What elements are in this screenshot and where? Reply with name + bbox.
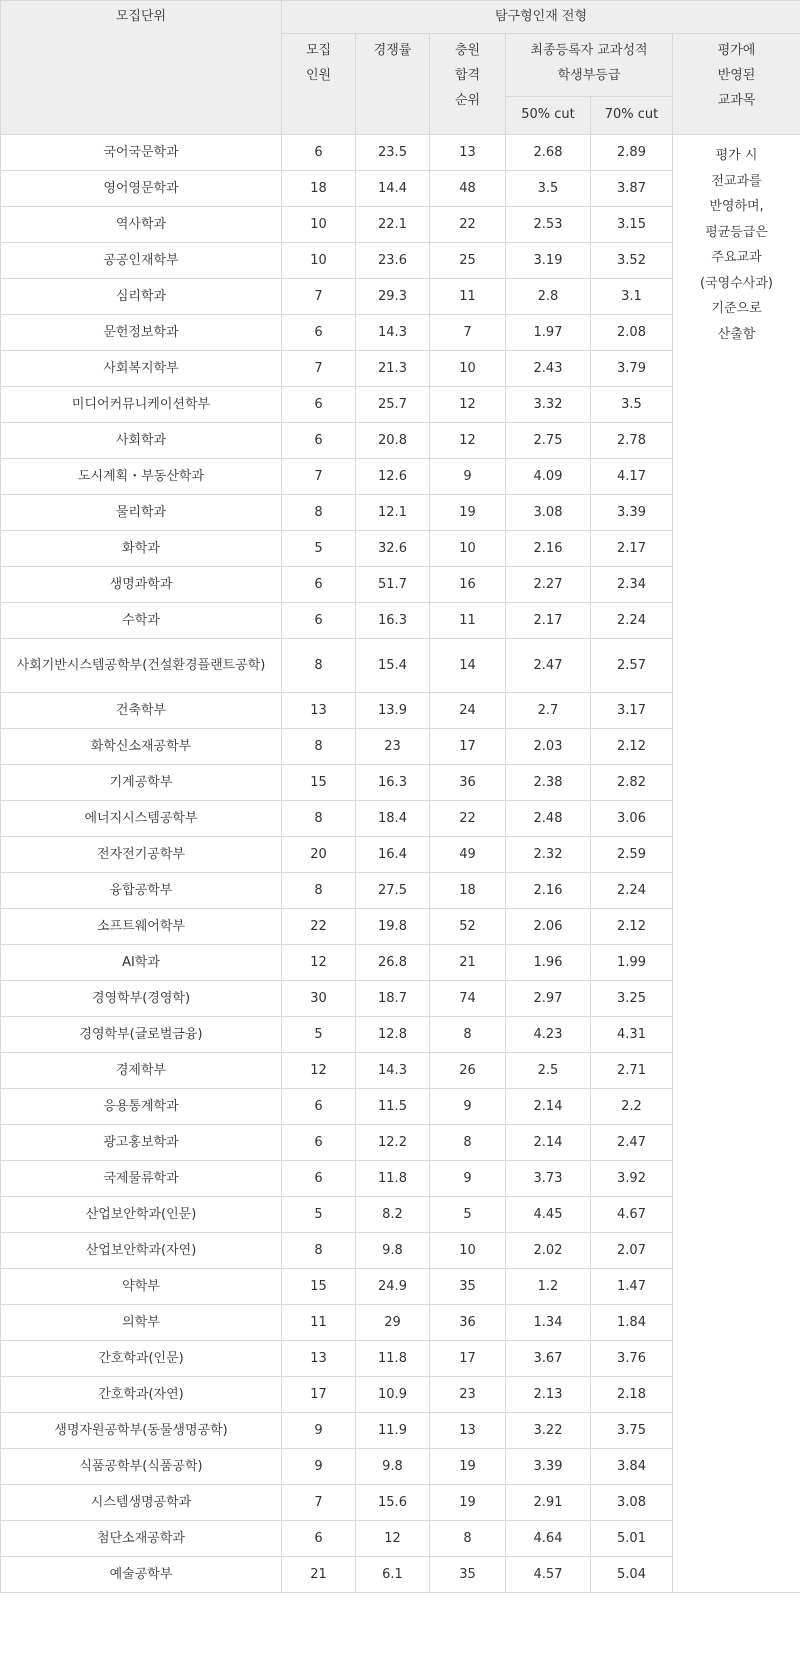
- dept-cell: 사회학과: [1, 423, 282, 459]
- competition-cell: 9.8: [356, 1449, 430, 1485]
- dept-cell: 첨단소재공학과: [1, 1521, 282, 1557]
- quota-cell: 6: [282, 387, 356, 423]
- waitlist-rank-cell: 17: [430, 1341, 506, 1377]
- cut70-cell: 2.47: [591, 1125, 673, 1161]
- dept-cell: 국제물류학과: [1, 1161, 282, 1197]
- competition-cell: 12.6: [356, 459, 430, 495]
- waitlist-rank-cell: 13: [430, 1413, 506, 1449]
- waitlist-rank-cell: 24: [430, 693, 506, 729]
- cut70-cell: 2.71: [591, 1053, 673, 1089]
- competition-cell: 6.1: [356, 1557, 430, 1593]
- cut50-cell: 4.64: [506, 1521, 591, 1557]
- competition-cell: 11.9: [356, 1413, 430, 1449]
- waitlist-rank-cell: 10: [430, 531, 506, 567]
- cut70-cell: 3.1: [591, 279, 673, 315]
- dept-cell: 간호학과(인문): [1, 1341, 282, 1377]
- waitlist-rank-cell: 8: [430, 1017, 506, 1053]
- dept-cell: 산업보안학과(자연): [1, 1233, 282, 1269]
- cut50-cell: 2.06: [506, 909, 591, 945]
- cut70-cell: 3.76: [591, 1341, 673, 1377]
- cut50-cell: 3.39: [506, 1449, 591, 1485]
- cut50-cell: 2.16: [506, 531, 591, 567]
- subjects-note: [673, 135, 800, 1593]
- cut70-cell: 2.07: [591, 1233, 673, 1269]
- quota-cell: 17: [282, 1377, 356, 1413]
- cut70-cell: 2.89: [591, 135, 673, 171]
- dept-cell: 사회기반시스템공학부(건설환경플랜트공학): [1, 639, 282, 693]
- quota-cell: 11: [282, 1305, 356, 1341]
- dept-cell: 화학과: [1, 531, 282, 567]
- cut70-cell: 5.04: [591, 1557, 673, 1593]
- cut50-cell: 2.14: [506, 1089, 591, 1125]
- waitlist-rank-cell: 26: [430, 1053, 506, 1089]
- dept-cell: 역사학과: [1, 207, 282, 243]
- cut70-cell: 1.47: [591, 1269, 673, 1305]
- waitlist-rank-cell: 11: [430, 603, 506, 639]
- dept-cell: 약학부: [1, 1269, 282, 1305]
- waitlist-rank-cell: 9: [430, 1161, 506, 1197]
- cut50-cell: 2.5: [506, 1053, 591, 1089]
- quota-cell: 5: [282, 1197, 356, 1233]
- waitlist-rank-cell: 21: [430, 945, 506, 981]
- waitlist-rank-cell: 13: [430, 135, 506, 171]
- competition-cell: 23.5: [356, 135, 430, 171]
- dept-cell: 경제학부: [1, 1053, 282, 1089]
- waitlist-rank-cell: 9: [430, 1089, 506, 1125]
- waitlist-rank-cell: 36: [430, 765, 506, 801]
- cut70-cell: 3.79: [591, 351, 673, 387]
- quota-cell: 7: [282, 459, 356, 495]
- dept-cell: AI학과: [1, 945, 282, 981]
- quota-cell: 8: [282, 873, 356, 909]
- waitlist-rank-cell: 48: [430, 171, 506, 207]
- cut50-cell: 2.8: [506, 279, 591, 315]
- quota-cell: 6: [282, 603, 356, 639]
- competition-cell: 11.8: [356, 1161, 430, 1197]
- dept-cell: 전자전기공학부: [1, 837, 282, 873]
- competition-cell: 21.3: [356, 351, 430, 387]
- waitlist-rank-cell: 36: [430, 1305, 506, 1341]
- table-row: [1, 135, 800, 171]
- competition-cell: 13.9: [356, 693, 430, 729]
- quota-cell: 8: [282, 729, 356, 765]
- quota-cell: 6: [282, 1161, 356, 1197]
- grade-header: 최종등록자 교과성적 학생부등급: [506, 34, 673, 97]
- competition-cell: 16.3: [356, 603, 430, 639]
- waitlist-rank-cell: 19: [430, 1485, 506, 1521]
- quota-cell: 22: [282, 909, 356, 945]
- note-line: 평가 시: [715, 148, 758, 163]
- cut70-header: 70% cut: [591, 96, 673, 134]
- waitlist-rank-cell: 23: [430, 1377, 506, 1413]
- competition-cell: 11.8: [356, 1341, 430, 1377]
- competition-cell: 29: [356, 1305, 430, 1341]
- dept-cell: 응용통계학과: [1, 1089, 282, 1125]
- cut70-cell: 2.57: [591, 639, 673, 693]
- cut50-cell: 2.53: [506, 207, 591, 243]
- cut70-cell: 2.2: [591, 1089, 673, 1125]
- cut70-cell: 3.5: [591, 387, 673, 423]
- cut70-cell: 2.12: [591, 909, 673, 945]
- cut70-cell: 2.78: [591, 423, 673, 459]
- quota-cell: 6: [282, 1521, 356, 1557]
- table-header: [1, 1, 800, 135]
- quota-cell: 20: [282, 837, 356, 873]
- waitlist-rank-cell: 35: [430, 1269, 506, 1305]
- quota-cell: 7: [282, 351, 356, 387]
- waitlist-rank-cell: 9: [430, 459, 506, 495]
- competition-cell: 14.3: [356, 315, 430, 351]
- subjects-header: 평가에 반영된 교과목: [673, 34, 800, 135]
- quota-cell: 30: [282, 981, 356, 1017]
- dept-cell: 경영학부(경영학): [1, 981, 282, 1017]
- cut50-cell: 4.57: [506, 1557, 591, 1593]
- quota-cell: 10: [282, 207, 356, 243]
- competition-header: 경쟁률: [356, 34, 430, 135]
- quota-cell: 5: [282, 531, 356, 567]
- quota-cell: 13: [282, 1341, 356, 1377]
- cut50-cell: 3.19: [506, 243, 591, 279]
- cut70-cell: 4.31: [591, 1017, 673, 1053]
- competition-cell: 24.9: [356, 1269, 430, 1305]
- cut50-cell: 2.14: [506, 1125, 591, 1161]
- competition-cell: 16.4: [356, 837, 430, 873]
- dept-cell: 예술공학부: [1, 1557, 282, 1593]
- cut50-cell: 2.97: [506, 981, 591, 1017]
- quota-cell: 6: [282, 1089, 356, 1125]
- waitlist-rank-cell: 17: [430, 729, 506, 765]
- quota-cell: 8: [282, 801, 356, 837]
- cut70-cell: 2.08: [591, 315, 673, 351]
- quota-cell: 13: [282, 693, 356, 729]
- quota-header: 모집 인원: [282, 34, 356, 135]
- waitlist-rank-cell: 5: [430, 1197, 506, 1233]
- cut50-cell: 4.23: [506, 1017, 591, 1053]
- dept-cell: 식품공학부(식품공학): [1, 1449, 282, 1485]
- quota-cell: 7: [282, 279, 356, 315]
- competition-cell: 15.4: [356, 639, 430, 693]
- competition-cell: 22.1: [356, 207, 430, 243]
- competition-cell: 20.8: [356, 423, 430, 459]
- competition-cell: 14.4: [356, 171, 430, 207]
- cut70-cell: 5.01: [591, 1521, 673, 1557]
- cut50-cell: 2.27: [506, 567, 591, 603]
- cut50-cell: 2.38: [506, 765, 591, 801]
- cut70-cell: 2.12: [591, 729, 673, 765]
- note-line: 기준으로: [711, 301, 762, 316]
- quota-cell: 6: [282, 567, 356, 603]
- cut50-cell: 2.32: [506, 837, 591, 873]
- dept-cell: 생명과학과: [1, 567, 282, 603]
- dept-cell: 미디어커뮤니케이션학부: [1, 387, 282, 423]
- quota-cell: 9: [282, 1413, 356, 1449]
- cut70-cell: 2.59: [591, 837, 673, 873]
- competition-cell: 8.2: [356, 1197, 430, 1233]
- cut70-cell: 2.17: [591, 531, 673, 567]
- waitlist-rank-cell: 8: [430, 1125, 506, 1161]
- cut50-cell: 2.13: [506, 1377, 591, 1413]
- competition-cell: 23: [356, 729, 430, 765]
- competition-cell: 9.8: [356, 1233, 430, 1269]
- dept-cell: 도시계획・부동산학과: [1, 459, 282, 495]
- competition-cell: 29.3: [356, 279, 430, 315]
- competition-cell: 12.1: [356, 495, 430, 531]
- waitlist-rank-cell: 10: [430, 351, 506, 387]
- waitlist-rank-cell: 19: [430, 495, 506, 531]
- cut70-cell: 2.24: [591, 873, 673, 909]
- cut50-cell: 2.17: [506, 603, 591, 639]
- cut70-cell: 1.84: [591, 1305, 673, 1341]
- waitlist-rank-cell: 52: [430, 909, 506, 945]
- cut70-cell: 3.08: [591, 1485, 673, 1521]
- quota-cell: 21: [282, 1557, 356, 1593]
- waitlist-rank-cell: 12: [430, 423, 506, 459]
- cut50-cell: 2.7: [506, 693, 591, 729]
- cut70-cell: 4.67: [591, 1197, 673, 1233]
- note-line: 산출함: [717, 326, 756, 342]
- cut70-cell: 3.52: [591, 243, 673, 279]
- cut70-cell: 2.18: [591, 1377, 673, 1413]
- competition-cell: 25.7: [356, 387, 430, 423]
- cut50-cell: 3.73: [506, 1161, 591, 1197]
- note-line: 전교과를: [711, 173, 762, 189]
- cut50-cell: 1.96: [506, 945, 591, 981]
- competition-cell: 27.5: [356, 873, 430, 909]
- waitlist-rank-cell: 11: [430, 279, 506, 315]
- dept-cell: 물리학과: [1, 495, 282, 531]
- cut50-cell: 2.02: [506, 1233, 591, 1269]
- cut50-cell: 3.22: [506, 1413, 591, 1449]
- dept-cell: 생명자원공학부(동물생명공학): [1, 1413, 282, 1449]
- cut50-cell: 1.2: [506, 1269, 591, 1305]
- competition-cell: 15.6: [356, 1485, 430, 1521]
- quota-cell: 18: [282, 171, 356, 207]
- table-body: [1, 135, 800, 1593]
- note-line: (국영수사과): [700, 275, 773, 291]
- dept-cell: 화학신소재공학부: [1, 729, 282, 765]
- waitlist-rank-cell: 12: [430, 387, 506, 423]
- competition-cell: 26.8: [356, 945, 430, 981]
- cut50-header: 50% cut: [506, 96, 591, 134]
- competition-cell: 14.3: [356, 1053, 430, 1089]
- quota-cell: 12: [282, 1053, 356, 1089]
- waitlist-rank-cell: 25: [430, 243, 506, 279]
- cut70-cell: 3.25: [591, 981, 673, 1017]
- dept-cell: 사회복지학부: [1, 351, 282, 387]
- quota-cell: 7: [282, 1485, 356, 1521]
- quota-cell: 5: [282, 1017, 356, 1053]
- competition-cell: 32.6: [356, 531, 430, 567]
- cut50-cell: 4.09: [506, 459, 591, 495]
- cut70-cell: 3.17: [591, 693, 673, 729]
- cut50-cell: 2.48: [506, 801, 591, 837]
- cut50-cell: 2.91: [506, 1485, 591, 1521]
- cut70-cell: 3.06: [591, 801, 673, 837]
- quota-cell: 15: [282, 1269, 356, 1305]
- cut70-cell: 3.92: [591, 1161, 673, 1197]
- quota-cell: 8: [282, 495, 356, 531]
- quota-cell: 6: [282, 423, 356, 459]
- cut50-cell: 1.97: [506, 315, 591, 351]
- dept-cell: 에너지시스템공학부: [1, 801, 282, 837]
- waitlist-rank-cell: 19: [430, 1449, 506, 1485]
- competition-cell: 11.5: [356, 1089, 430, 1125]
- competition-cell: 10.9: [356, 1377, 430, 1413]
- dept-cell: 경영학부(글로벌금융): [1, 1017, 282, 1053]
- dept-cell: 산업보안학과(인문): [1, 1197, 282, 1233]
- waitlist-rank-cell: 10: [430, 1233, 506, 1269]
- cut70-cell: 4.17: [591, 459, 673, 495]
- quota-cell: 10: [282, 243, 356, 279]
- note-line: 반영하며,: [709, 199, 764, 214]
- dept-cell: 소프트웨어학부: [1, 909, 282, 945]
- note-line: 주요교과: [711, 250, 762, 265]
- waitlist-rank-cell: 74: [430, 981, 506, 1017]
- competition-cell: 23.6: [356, 243, 430, 279]
- unit-header: 모집단위: [1, 1, 282, 135]
- cut50-cell: 2.03: [506, 729, 591, 765]
- cut50-cell: 3.67: [506, 1341, 591, 1377]
- cut50-cell: 4.45: [506, 1197, 591, 1233]
- dept-cell: 영어영문학과: [1, 171, 282, 207]
- cut70-cell: 3.75: [591, 1413, 673, 1449]
- cut70-cell: 3.84: [591, 1449, 673, 1485]
- cut50-cell: 2.68: [506, 135, 591, 171]
- dept-cell: 의학부: [1, 1305, 282, 1341]
- note-line: 평균등급은: [705, 224, 768, 240]
- track-header: 탐구형인재 전형: [282, 1, 800, 34]
- dept-cell: 국어국문학과: [1, 135, 282, 171]
- cut50-cell: 2.16: [506, 873, 591, 909]
- cut70-cell: 3.87: [591, 171, 673, 207]
- waitlist-rank-cell: 18: [430, 873, 506, 909]
- quota-cell: 12: [282, 945, 356, 981]
- waitlist-rank-cell: 7: [430, 315, 506, 351]
- quota-cell: 15: [282, 765, 356, 801]
- cut70-cell: 3.15: [591, 207, 673, 243]
- dept-cell: 융합공학부: [1, 873, 282, 909]
- waitlist-rank-header: 충원 합격 순위: [430, 34, 506, 135]
- cut50-cell: 1.34: [506, 1305, 591, 1341]
- dept-cell: 공공인재학부: [1, 243, 282, 279]
- waitlist-rank-cell: 16: [430, 567, 506, 603]
- competition-cell: 18.7: [356, 981, 430, 1017]
- competition-cell: 12: [356, 1521, 430, 1557]
- quota-cell: 6: [282, 135, 356, 171]
- cut70-cell: 3.39: [591, 495, 673, 531]
- quota-cell: 9: [282, 1449, 356, 1485]
- dept-cell: 광고홍보학과: [1, 1125, 282, 1161]
- competition-cell: 51.7: [356, 567, 430, 603]
- dept-cell: 건축학부: [1, 693, 282, 729]
- cut70-cell: 2.82: [591, 765, 673, 801]
- cut70-cell: 2.34: [591, 567, 673, 603]
- competition-cell: 12.2: [356, 1125, 430, 1161]
- cut50-cell: 3.32: [506, 387, 591, 423]
- competition-cell: 12.8: [356, 1017, 430, 1053]
- quota-cell: 6: [282, 1125, 356, 1161]
- cut50-cell: 3.08: [506, 495, 591, 531]
- dept-cell: 문헌정보학과: [1, 315, 282, 351]
- competition-cell: 16.3: [356, 765, 430, 801]
- dept-cell: 기계공학부: [1, 765, 282, 801]
- quota-cell: 8: [282, 639, 356, 693]
- cut50-cell: 2.47: [506, 639, 591, 693]
- cut50-cell: 2.75: [506, 423, 591, 459]
- quota-cell: 6: [282, 315, 356, 351]
- waitlist-rank-cell: 35: [430, 1557, 506, 1593]
- cut70-cell: 2.24: [591, 603, 673, 639]
- waitlist-rank-cell: 14: [430, 639, 506, 693]
- cut50-cell: 3.5: [506, 171, 591, 207]
- dept-cell: 수학과: [1, 603, 282, 639]
- competition-cell: 18.4: [356, 801, 430, 837]
- waitlist-rank-cell: 49: [430, 837, 506, 873]
- quota-cell: 8: [282, 1233, 356, 1269]
- dept-cell: 시스템생명공학과: [1, 1485, 282, 1521]
- waitlist-rank-cell: 8: [430, 1521, 506, 1557]
- dept-cell: 심리학과: [1, 279, 282, 315]
- waitlist-rank-cell: 22: [430, 801, 506, 837]
- cut50-cell: 2.43: [506, 351, 591, 387]
- cut70-cell: 1.99: [591, 945, 673, 981]
- dept-cell: 간호학과(자연): [1, 1377, 282, 1413]
- waitlist-rank-cell: 22: [430, 207, 506, 243]
- competition-cell: 19.8: [356, 909, 430, 945]
